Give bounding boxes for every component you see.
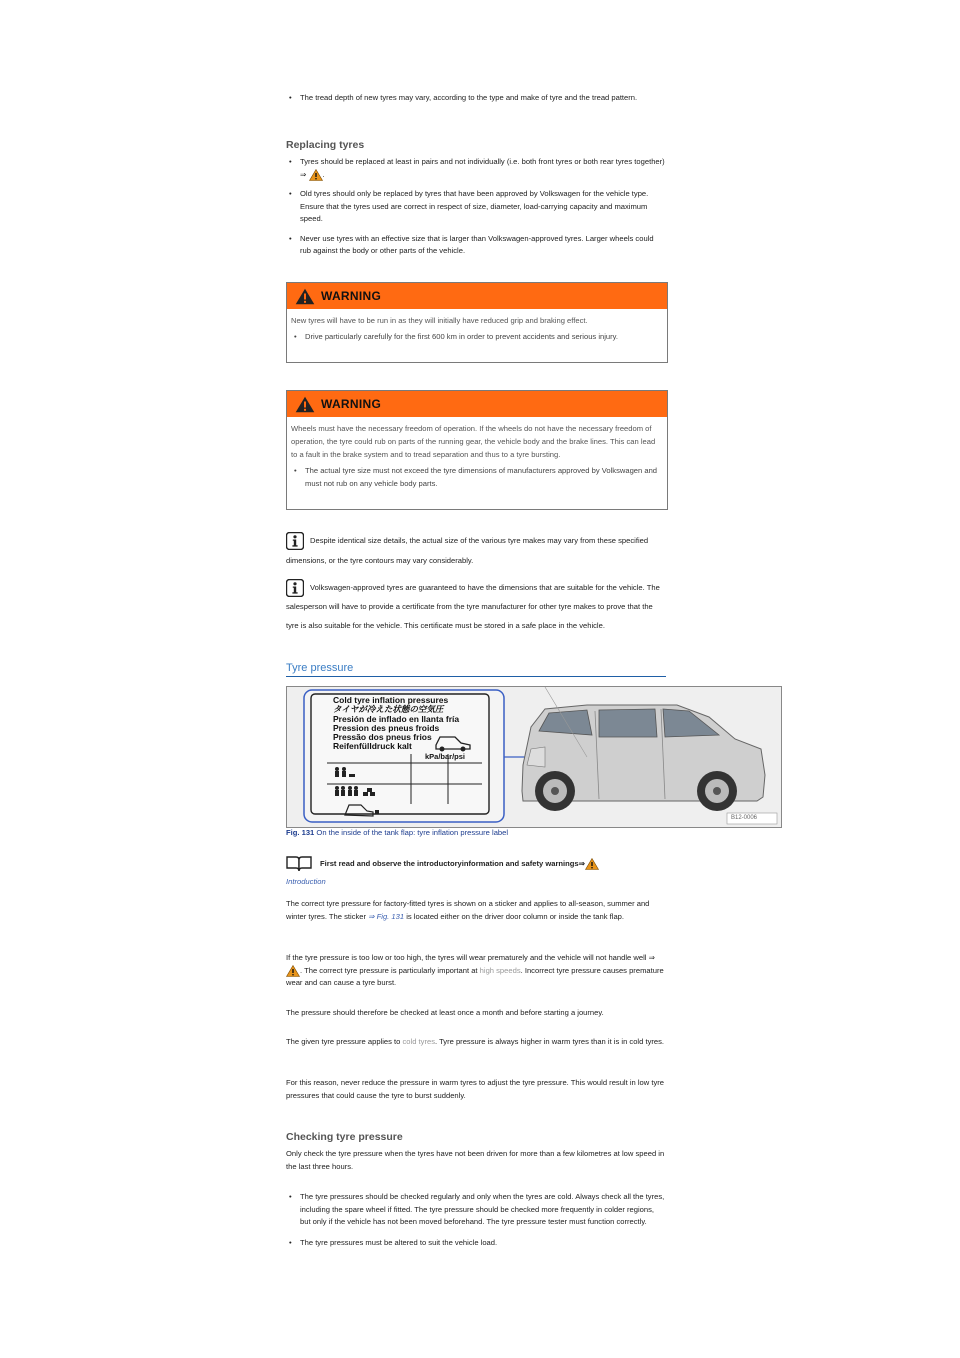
checking-section	[286, 1131, 666, 1143]
warning-icon[interactable]	[286, 965, 300, 977]
list-item: • The tread depth of new tyres may vary, according to the type and make of tyre and the tread pattern.	[286, 92, 666, 105]
figure-link[interactable]: ⇒ Fig. 131	[368, 911, 405, 921]
paragraph: The pressure should therefore be checked at least once a month and before starting a journey.	[286, 1008, 604, 1017]
figure-code: B12-0006	[731, 815, 758, 821]
section-heading: Replacing tyres	[286, 139, 365, 151]
paragraph: For this reason, never reduce the pressure in warm tyres to adjust the tyre pressure. This would result in low tyre pressures that could cause the tyre to burst suddenly.	[286, 1078, 665, 1100]
info-icon	[286, 579, 304, 597]
warning-title: WARNING	[321, 397, 382, 411]
list-item: • The tyre pressures must be altered to suit the vehicle load.	[286, 1237, 666, 1250]
warning-header	[287, 283, 667, 309]
highlight-term: high speeds	[479, 965, 521, 975]
checking-list	[286, 1191, 666, 1256]
figure-caption: Fig. 131 On the inside of the tank flap: tyre inflation pressure label	[286, 828, 509, 837]
label-text: Cold tyre inflation pressures タイヤが冷えた状態の空気圧 Presión de inflado en llanta fría Pression des pneus froids Pressão dos pneus frios Reifenfülldruck kalt	[333, 695, 460, 752]
list-item: • Never use tyres with an effective size that is larger than Volkswagen-approved tyres. Larger wheels could rub against the body or other parts of the vehicle.	[286, 233, 666, 258]
warning-icon	[295, 288, 315, 305]
highlight-term: cold tyres	[402, 1037, 435, 1046]
warning-body	[287, 417, 667, 495]
paragraph: Only check the tyre pressure when the tyres have not been driven for more than a few kilometres at low speed in the last three hours.	[286, 1149, 665, 1171]
info-icon	[286, 532, 304, 550]
warning-text: New tyres will have to be run in as they will initially have reduced grip and braking effect.	[291, 316, 588, 325]
warning-icon[interactable]	[309, 169, 323, 181]
replacing-list	[286, 156, 666, 265]
unit-label: kPa/bar/psi	[425, 752, 466, 761]
note: Despite identical size details, the actual size of the various tyre makes may vary from these specified dimensions, or the tyre contours may vary considerably.	[286, 531, 666, 571]
read-first: First read and observe the introductoryinformation and safety warnings⇒ Introduction	[286, 856, 666, 889]
warning-icon[interactable]	[585, 858, 599, 870]
note: Volkswagen-approved tyres are guaranteed to have the dimensions that are suitable for the vehicle. The salesperson will have to provide a certificate from the tyre manufacturer for other tyre makes to prove that the tyre is also suitable for the vehicle. This certificate must be stored in a safe place in the vehicle.	[286, 578, 666, 635]
section-heading: Checking tyre pressure	[286, 1131, 403, 1143]
list-item: • The actual tyre size must not exceed the tyre dimensions of manufacturers approved by Volkswagen and must not rub on any vehicle body parts.	[291, 465, 662, 490]
list-item: • Tyres should be replaced at least in pairs and not individually (i.e. both front tyres or both rear tyres together) ⇒ .	[286, 156, 666, 181]
warning-box	[286, 390, 668, 510]
figure-tyre-label	[286, 686, 782, 828]
replacing-section	[286, 139, 666, 151]
warning-icon	[295, 396, 315, 413]
paragraph: If the tyre pressure is too low or too high, the tyres will wear prematurely and the vehicle will not handle well ⇒. The correct tyre pressure is particularly important at high speeds. Incorrect tyre pressure causes premature wear and can cause a tyre burst.	[286, 953, 664, 987]
paragraph: The correct tyre pressure for factory-fitted tyres is shown on a sticker and applies to all-season, summer and winter tyres. The sticker ⇒ Fig. 131 is located either on the driver door column or inside the tank flap.	[286, 899, 650, 921]
list-item: • Old tyres should only be replaced by tyres that have been approved by Volkswagen for the vehicle type. Ensure that the tyres used are correct in respect of size, diameter, load-carrying capacity and maximum speed.	[286, 188, 666, 226]
warning-box	[286, 282, 668, 363]
introduction-link[interactable]: Introduction	[286, 877, 326, 886]
list-item: • The tyre pressures should be checked regularly and only when the tyres are cold. Always check all the tyres, including the spare wheel if fitted. The tyre pressure should be checked more frequently in colder regions, but only if the vehicle has not been moved beforehand. The tyre pressure tester must function correctly.	[286, 1191, 666, 1229]
book-icon	[286, 856, 312, 872]
warning-title: WARNING	[321, 289, 382, 303]
section-heading: Tyre pressure	[286, 662, 666, 677]
intro-section	[286, 92, 666, 112]
list-item: • Drive particularly carefully for the first 600 km in order to prevent accidents and serious injury.	[291, 331, 662, 344]
warning-body	[287, 309, 667, 349]
warning-text: Wheels must have the necessary freedom of operation. If the wheels do not have the necessary freedom of operation, the tyre could rub on parts of the running gear, the vehicle body and the brake lines. This can lead to a fault in the brake system and to tread separation and thus to a tyre bursting.	[291, 424, 656, 459]
paragraph: The given tyre pressure applies to cold tyres. Tyre pressure is always higher in warm tyres than it is in cold tyres.	[286, 1037, 665, 1046]
warning-header	[287, 391, 667, 417]
